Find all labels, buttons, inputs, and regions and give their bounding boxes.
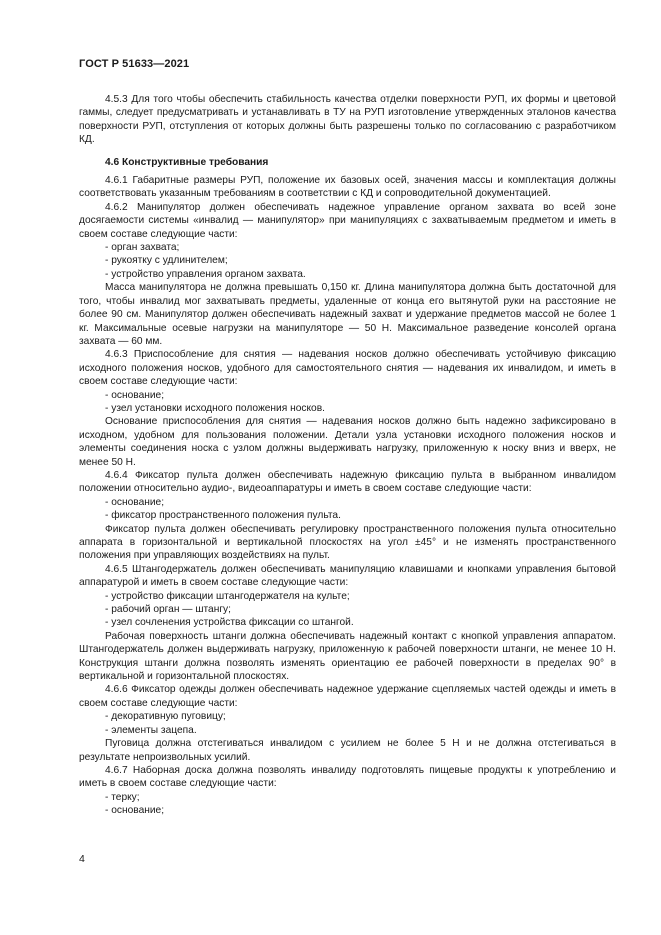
list-item: - основание; — [105, 496, 165, 508]
paragraph-4-6-6-button: Пуговица должна отстегиваться инвалидом с усилием не более 5 Н и не должна отстегиваться в результате непроизвольных усилий. — [79, 738, 616, 763]
list-item: - узел сочленения устройства фиксации со штангой. — [105, 617, 354, 629]
section-heading-4-6: 4.6 Конструктивные требования — [105, 156, 269, 168]
list-item: - устройство фиксации штангодержателя на культе; — [105, 590, 350, 602]
list-item: - узел установки исходного положения носков. — [105, 402, 325, 414]
list-item: - основание; — [105, 805, 165, 817]
paragraph-4-5-3: 4.5.3 Для того чтобы обеспечить стабильность качества отделки поверхности РУП, их формы и цветовой гаммы, следует предусматривать и устанавливать в ТУ на РУП изготовление утвержденных эталонов качества поверхности РУП, отступления от которых должны быть разрешены только по согласованию с разработчиком КД. — [79, 94, 616, 146]
paragraph-4-6-6: 4.6.6 Фиксатор одежды должен обеспечивать надежное удержание сцепляемых частей одежды и иметь в своем составе следующие части: — [79, 684, 616, 709]
list-item: - элементы зацепа. — [105, 724, 197, 736]
list-item: - терку; — [105, 791, 140, 803]
paragraph-4-6-5: 4.6.5 Штангодержатель должен обеспечивать манипуляцию клавишами и кнопками управления бытовой аппаратурой и иметь в своем составе следующие части: — [79, 563, 616, 589]
paragraph-4-6-1: 4.6.1 Габаритные размеры РУП, положение их базовых осей, значения массы и комплектация должны соответствовать указанным требованиям в соответствии с КД и сопроводительной документацией. — [79, 175, 616, 200]
list-item: - основание; — [105, 389, 165, 401]
paragraph-4-6-2-mass: Масса манипулятора не должна превышать 0,150 кг. Длина манипулятора должна быть достаточной для того, чтобы инвалид мог захватывать предметы, удаленные от конца его вытянутой руки на расстояние не более 90 см. Манипулятор должен обеспечивать надежный захват и удержание предметов массой не более 1 кг. Максимальные осевые нагрузки на манипуляторе — 50 Н. Максимальное разведение консолей органа захвата — 60 мм. — [79, 282, 616, 347]
document-header: ГОСТ Р 51633—2021 — [79, 58, 190, 70]
paragraph-4-6-5-rod: Рабочая поверхность штанги должна обеспечивать надежный контакт с кнопкой управления аппаратом. Штангодержатель должен выдерживать нагрузку, приложенную к рабочей поверхности штанги, не менее 10 Н. Конструкция штанги должна позволять изменять ориентацию ее рабочей поверхности в пределах 90° в вертикальной и горизонтальной плоскостях. — [79, 630, 616, 683]
list-item: - декоративную пуговицу; — [105, 711, 226, 723]
list-item: - фиксатор пространственного положения пульта. — [105, 510, 341, 522]
list-item: - рабочий орган — штангу; — [105, 604, 231, 616]
paragraph-4-6-3: 4.6.3 Приспособление для снятия — надевания носков должно обеспечивать устойчивую фиксацию исходного положения носков, удобного для самостоятельного снятия — надевания их инвалидом, и иметь в своем составе следующие части: — [79, 349, 616, 388]
list-item: - рукоятку с удлинителем; — [105, 255, 228, 267]
page-number: 4 — [79, 853, 85, 865]
list-item: - орган захвата; — [105, 242, 180, 254]
paragraph-4-6-4: 4.6.4 Фиксатор пульта должен обеспечивать надежную фиксацию пульта в выбранном инвалидом положении относительно аудио-, видеоаппаратуры и иметь в своем составе следующие части: — [79, 469, 616, 495]
list-item: - устройство управления органом захвата. — [105, 268, 306, 280]
paragraph-4-6-4-remote: Фиксатор пульта должен обеспечивать регулировку пространственного положения пульта относительно аппарата в горизонтальной и вертикальной плоскостях на угол ±45° и не изменять пространственного положения при управляющих воздействиях на пульт. — [79, 523, 616, 562]
paragraph-4-6-2: 4.6.2 Манипулятор должен обеспечивать надежное управление органом захвата во всей зоне досягаемости системы «инвалид — манипулятор» при манипуляциях с захватываемым предметом и иметь в своем составе следующие части: — [79, 201, 616, 240]
document-body — [79, 93, 616, 818]
paragraph-4-6-3-base: Основание приспособления для снятия — надевания носков должно быть надежно зафиксировано в исходном, удобном для пользования положении. Детали узла установки исходного положения носков и элементы соединения носка с узлом должны выдерживать нагрузку, приложенную к носку вниз и вверх, не менее 50 Н. — [79, 416, 616, 468]
paragraph-4-6-7: 4.6.7 Наборная доска должна позволять инвалиду подготовлять пищевые продукты к употреблению и иметь в своем составе следующие части: — [79, 764, 616, 790]
